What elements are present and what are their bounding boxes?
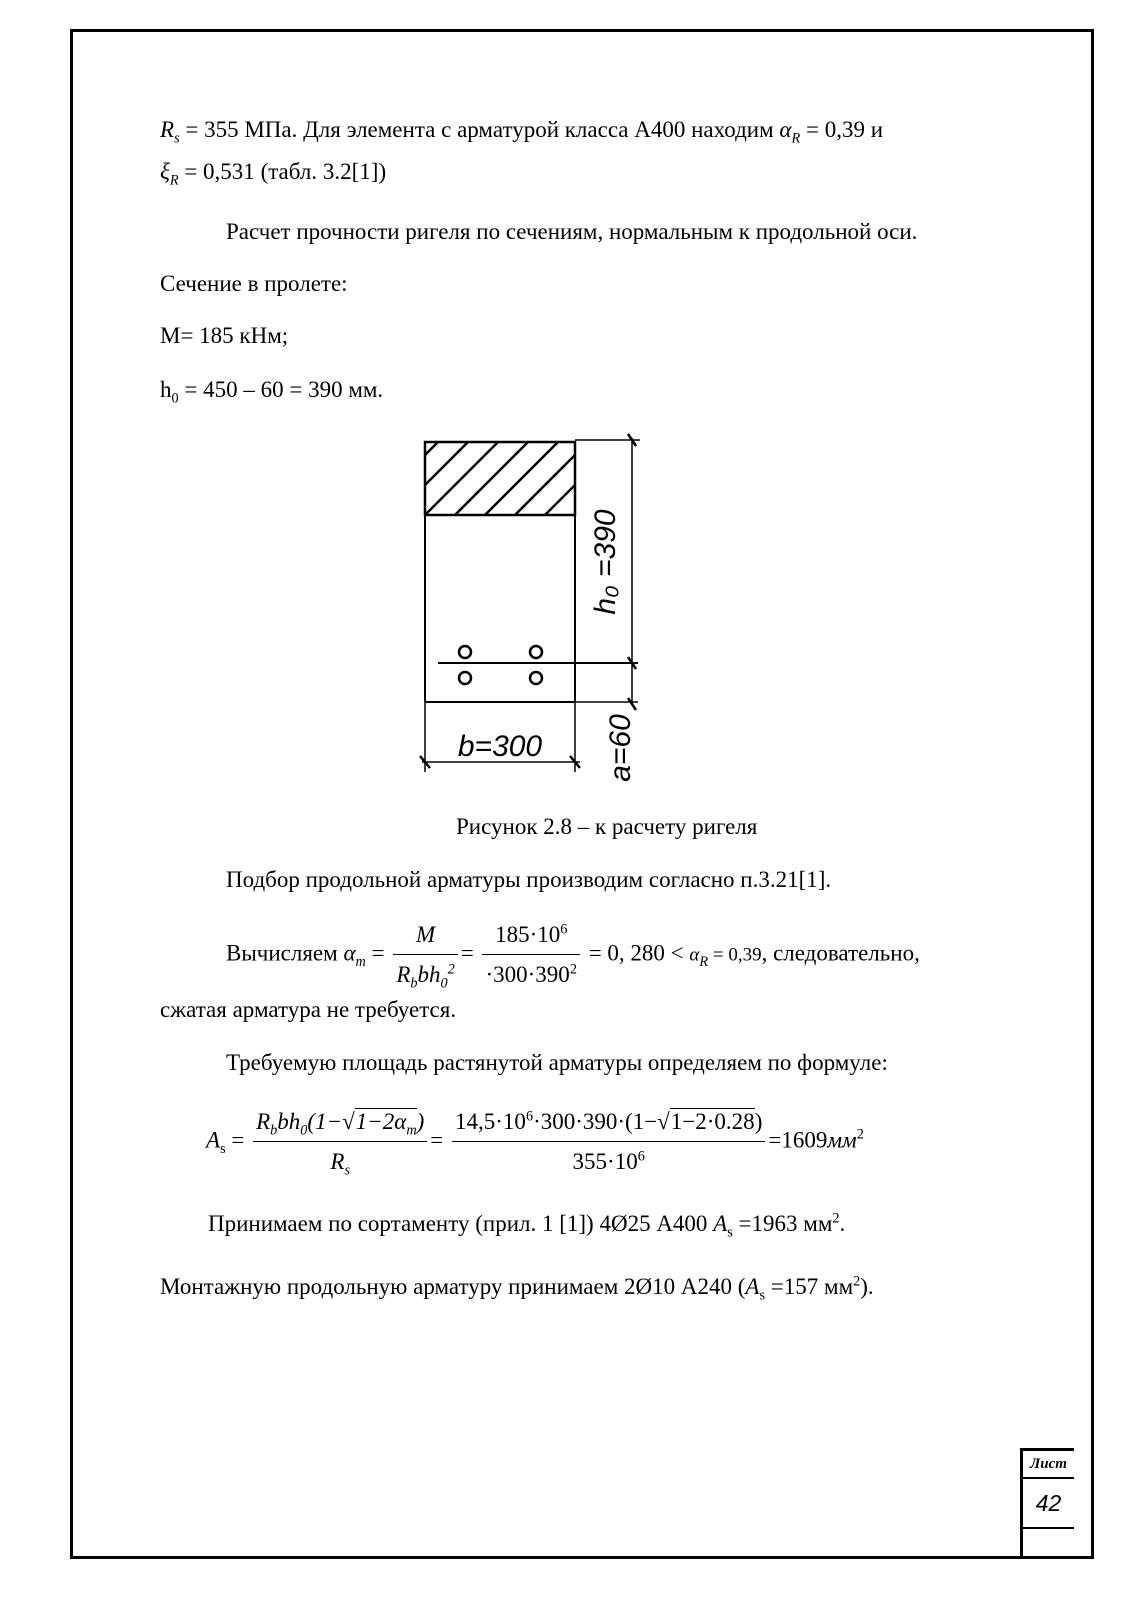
formula-as: $A_s$ = $\frac{R_bbh_0(1-√1-2\alpha_m)}{R_s}$ = $\frac{14,5\cdot 10^6\cdot 300\cdot 390\cdot(1-√1-2\cdot 0.28)}{355\cdot 10^6}$ $=1609мм^2$: [206, 1105, 864, 1179]
fraction-as-numeric: $\frac{14,5\cdot 10^6\cdot 300\cdot 390\cdot(1-√1-2\cdot 0.28)}{355\cdot 10^6}$: [452, 1105, 765, 1179]
rebar-3: [530, 646, 542, 658]
fraction-m-over-rbbh2: $\frac{M}{R_bbh_0^2}$: [393, 918, 457, 992]
moment-value: М= 185 кНм;: [160, 323, 289, 348]
sheet-label: Лист: [1023, 1451, 1074, 1479]
accept-main-rebar: Принимаем по сортаменту (прил. 1 [1]) 4Ø25 А400 $A_s =1963$ $мм^2$.: [208, 1210, 846, 1241]
calc-alpha-m: Вычисляем $\alpha_m$ = $\frac{M}{R_bbh_0^2}$ = $\frac{185\cdot 10^6}{\cdot 300\cdot 390^2}$ = 0, $280 < \alpha_R = 0,39$, следовательно,: [226, 918, 920, 992]
para-selection: Подбор продольной арматуры производим согласно п.3.21[1].: [226, 867, 832, 892]
fraction-numeric: $\frac{185\cdot 10^6}{\cdot 300\cdot 390^2}$: [482, 918, 579, 992]
page-frame: [70, 29, 1094, 1559]
accept-mounting-rebar: Монтажную продольную арматуру принимаем 2Ø10 А240 ($A_s =157$ $мм^2$).: [160, 1273, 874, 1304]
rebar-1: [459, 646, 471, 658]
sheet-stamp: [1020, 1448, 1074, 1559]
sheet-number: 42: [1023, 1477, 1074, 1529]
line-xi: $\xi_R = 0,531$ (табл. 3.2[1]): [160, 159, 387, 189]
dim-b-label: b=300: [457, 730, 543, 763]
dim-h0-label: h₀ =390: [589, 509, 622, 615]
heading-strength: Расчет прочности ригеля по сечениям, нормальным к продольной оси.: [226, 219, 918, 244]
para-required-area: Требуемую площадь растянутой арматуры определяем по формуле:: [226, 1050, 888, 1075]
section-label: Сечение в пролете:: [160, 271, 348, 296]
fraction-as-symbolic: $\frac{R_bbh_0(1-√1-2\alpha_m)}{R_s}$: [253, 1105, 427, 1179]
h0-value: $h_0 = 450 - 60 = 390$ мм.: [160, 377, 384, 407]
beam-section-figure: [410, 430, 660, 790]
rebar-4: [530, 672, 542, 684]
line-rs: $R_s = 355$ МПа. Для элемента с арматурой класса А400 находим $\alpha_R = 0,39$ и: [160, 117, 884, 147]
dim-a-label: a=60: [604, 714, 637, 782]
rebar-2: [459, 672, 471, 684]
figure-caption: Рисунок 2.8 – к расчету ригеля: [456, 814, 758, 839]
compressed-not-required: сжатая арматура не требуется.: [160, 997, 457, 1022]
